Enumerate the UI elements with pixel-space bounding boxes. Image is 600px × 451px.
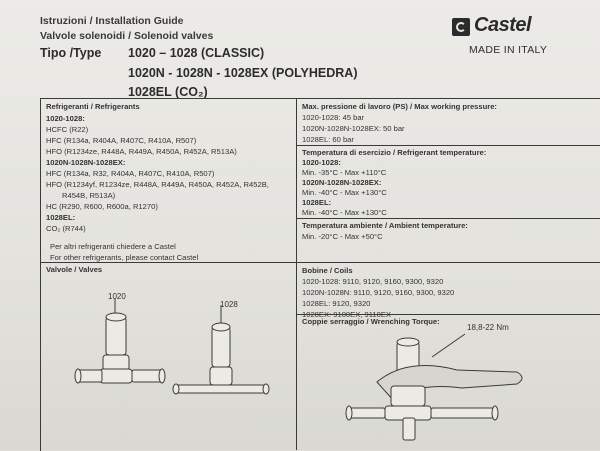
refrigerants-group2-hfo-cont: R454B, R513A)	[62, 191, 116, 200]
valve-1020-drawing	[75, 299, 165, 383]
coils-classic: 1020-1028: 9110, 9120, 9160, 9300, 9320	[302, 277, 444, 286]
header-line-1: Istruzioni / Installation Guide	[40, 15, 184, 27]
torque-title: Coppie serraggio / Wrenching Torque:	[302, 317, 440, 326]
coils-polyhedra: 1020N-1028N: 9110, 9120, 9160, 9300, 9320	[302, 288, 455, 297]
valve-1028-label: 1028	[220, 300, 238, 309]
header-line-2: Valvole solenoidi / Solenoid valves	[40, 30, 214, 42]
valves-title: Valvole / Valves	[46, 265, 103, 274]
wrench-illustration	[297, 322, 600, 450]
temperature-title: Temperatura di esercizio / Refrigerant temperature:	[302, 148, 487, 157]
refrigerants-hfc: HFC (R134a, R404A, R407C, R410A, R507)	[46, 136, 197, 145]
divider-mid	[40, 262, 600, 263]
coils-co2: 1028EL: 9120, 9320	[302, 299, 371, 308]
pressure-title: Max. pressione di lavoro (PS) / Max working pressure:	[302, 102, 497, 111]
refrigerants-group2-hfo: HFO (R1234yf, R1234ze, R448A, R449A, R450A, R452A, R452B,	[46, 180, 269, 189]
refrigerants-group2-hfc: HFC (R134a, R32, R404A, R407C, R410A, R507)	[46, 169, 215, 178]
refrigerants-group3-title: 1028EL:	[46, 213, 76, 222]
divider-pressure	[296, 145, 600, 146]
refrigerants-note-en: For other refrigerants, please contact Castel	[50, 253, 199, 262]
ambient-value: Min. -20°C - Max +50°C	[302, 232, 383, 241]
refrigerants-group2-hc: HC (R290, R600, R600a, R1270)	[46, 202, 158, 211]
torque-value: 18,8-22 Nm	[467, 323, 509, 332]
brand-name: Castel	[474, 14, 532, 36]
refrigerants-hcfc: HCFC (R22)	[46, 125, 89, 134]
refrigerants-hfo: HFO (R1234ze, R448A, R449A, R450A, R452A, R513A)	[46, 147, 237, 156]
temperature-group2-value: Min. -40°C - Max +130°C	[302, 188, 387, 197]
temperature-group1-title: 1020-1028:	[302, 158, 341, 167]
pressure-polyhedra: 1020N-1028N-1028EX: 50 bar	[302, 124, 405, 133]
refrigerants-title: Refrigeranti / Refrigerants	[46, 102, 140, 111]
refrigerants-co2: CO₂ (R744)	[46, 224, 86, 233]
refrigerants-group2-title: 1020N-1028N-1028EX:	[46, 158, 126, 167]
refrigerants-group1-title: 1020-1028:	[46, 114, 85, 123]
type-label: Tipo /Type	[40, 46, 102, 60]
castel-logo-icon	[452, 18, 470, 36]
refrigerants-note-it: Per altri refrigeranti chiedere a Castel	[50, 242, 176, 251]
temperature-group2-title: 1020N-1028N-1028EX:	[302, 178, 382, 187]
pressure-classic: 1020-1028: 45 bar	[302, 113, 365, 122]
temperature-group3-value: Min. -40°C - Max +130°C	[302, 208, 387, 217]
type-co2: 1028EL (CO₂)	[128, 85, 208, 99]
temperature-group1-value: Min. -35°C - Max +110°C	[302, 168, 387, 177]
temperature-group3-title: 1028EL:	[302, 198, 332, 207]
valve-1028-drawing	[173, 305, 269, 394]
ambient-title: Temperatura ambiente / Ambient temperature:	[302, 221, 468, 230]
valve-1020-label: 1020	[108, 292, 126, 301]
made-in-italy: MADE IN ITALY	[469, 44, 548, 56]
coils-title: Bobine / Coils	[302, 266, 353, 275]
type-polyhedra: 1020N - 1028N - 1028EX (POLYHEDRA)	[128, 66, 358, 80]
castel-logo	[452, 14, 572, 39]
coils-ex: 1028EX: 9100EX, 9110EX	[302, 310, 391, 319]
pressure-co2: 1028EL: 60 bar	[302, 135, 354, 144]
divider-temperature	[296, 218, 600, 219]
valves-illustration	[40, 272, 296, 450]
type-classic: 1020 – 1028 (CLASSIC)	[128, 46, 265, 60]
